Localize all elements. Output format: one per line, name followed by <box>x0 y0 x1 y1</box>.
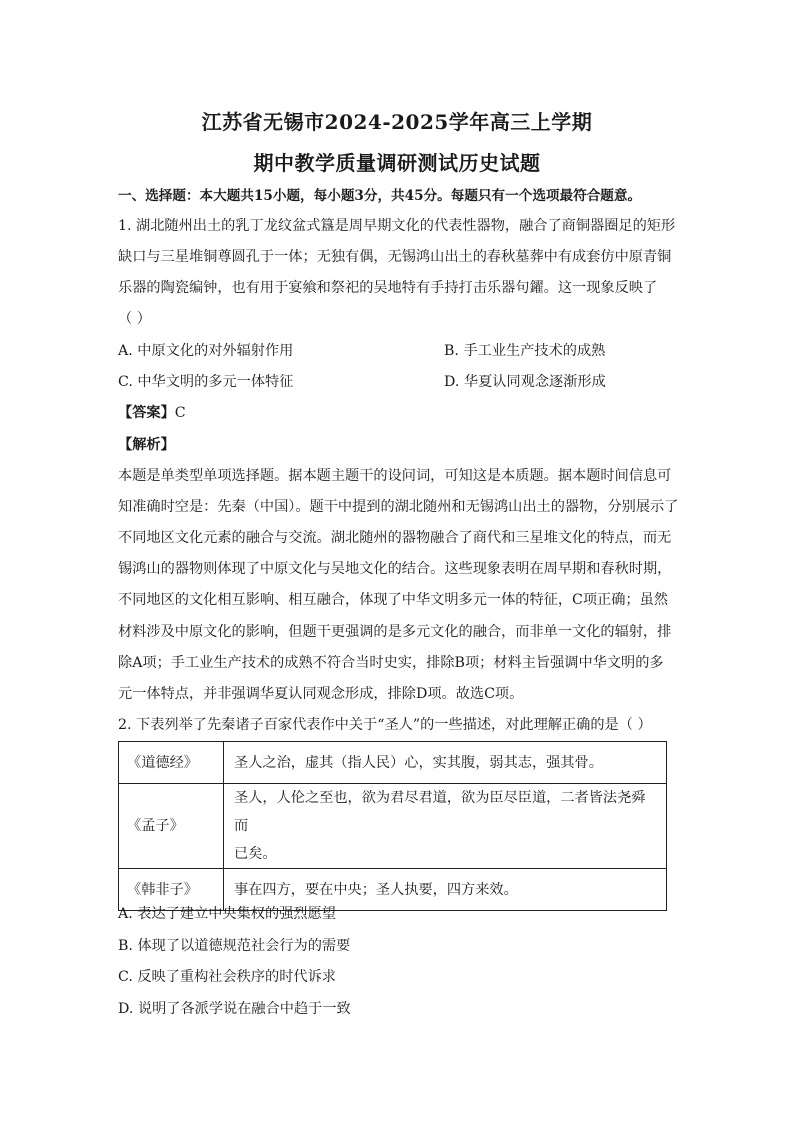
q1-stem-line-2: 缺口与三星堆铜尊圆孔于一体；无独有偶，无锡鸿山出土的春秋墓葬中有成套仿中原青铜 <box>118 249 672 265</box>
q2-option-a: A. 表达了建立中央集权的强烈愿望 <box>118 906 336 922</box>
q1-analysis-line-6: 材料涉及中原文化的影响，但题干更强调的是多元文化的融合，而非单一文化的辐射，排 <box>118 624 672 640</box>
section-header: 一、选择题：本大题共15小题，每小题3分，共45分。每题只有一个选项最符合题意。 <box>118 188 642 204</box>
table-cell-source: 《道德经》 <box>119 742 224 784</box>
table-cell-text-line: 圣人之治，虚其（指人民）心，实其腹，弱其志，强其骨。 <box>234 754 603 771</box>
q1-analysis-line-7: 除A项；手工业生产技术的成熟不符合当时史实，排除B项；材料主旨强调中华文明的多 <box>118 655 664 671</box>
q1-answer-value: C <box>174 405 186 421</box>
q1-analysis-label <box>118 435 678 455</box>
q1-analysis-line-2: 知准确时空是：先秦（中国）。题干中提到的湖北随州和无锡鸿山出土的器物，分别展示了 <box>118 499 679 515</box>
table-cell-text-line: 圣人，人伦之至也，欲为君尽君道，欲为臣尽臣道，二者皆法尧舜而 <box>234 790 646 834</box>
q1-option-b: B. 手工业生产技术的成熟 <box>444 343 606 359</box>
q1-analysis-line-8: 元一体特点，并非强调华夏认同观念形成，排除D项。故选C项。 <box>118 686 524 702</box>
q1-option-d: D. 华夏认同观念逐渐形成 <box>444 374 606 390</box>
table-row <box>119 742 667 784</box>
table-cell-source: 《韩非子》 <box>119 869 224 911</box>
q1-option-a: A. 中原文化的对外辐射作用 <box>118 343 294 359</box>
q2-quote-table <box>118 741 667 911</box>
table-cell-text-line: 事在四方，要在中央；圣人执要，四方来效。 <box>234 881 518 898</box>
q2-option-c: C. 反映了重构社会秩序的时代诉求 <box>118 969 336 985</box>
q2-stem: 2. 下表列举了先秦诸子百家代表作中关于“圣人”的一些描述，对此理解正确的是（ ） <box>118 717 652 733</box>
q1-answer-label: 【答案】 <box>118 405 175 421</box>
table-cell-text <box>224 784 667 869</box>
q1-analysis-line-4: 锡鸿山的器物则体现了中原文化与吴地文化的结合。这些现象表明在周早期和春秋时期， <box>118 561 672 577</box>
document-title-line2: 期中教学质量调研测试历史试题 <box>253 151 541 175</box>
q1-analysis-label-text: 【解析】 <box>118 437 175 453</box>
q1-stem-line-1: 1. 湖北随州出土的乳丁龙纹盆式簋是周早期文化的代表性器物，融合了商铜器圈足的矩形 <box>118 218 676 234</box>
q2-option-b: B. 体现了以道德规范社会行为的需要 <box>118 938 351 954</box>
table-cell-text <box>224 742 667 784</box>
q1-analysis-line-3: 不同地区文化元素的融合与交流。湖北随州的器物融合了商代和三星堆文化的特点，而无 <box>118 530 672 546</box>
table-row <box>119 784 667 869</box>
q1-stem-line-3: 乐器的陶瓷编钟，也有用于宴飨和祭祀的吴地特有手持打击乐器句鑃。这一现象反映了 <box>118 280 658 296</box>
table-cell-source: 《孟子》 <box>119 784 224 869</box>
q1-answer <box>118 403 678 423</box>
q1-option-c: C. 中华文明的多元一体特征 <box>118 374 294 390</box>
q1-analysis-line-5: 不同地区的文化相互影响、相互融合，体现了中华文明多元一体的特征，C项正确；虽然 <box>118 592 668 608</box>
q1-stem-line-4: （ ） <box>118 311 151 327</box>
q2-option-d: D. 说明了各派学说在融合中趋于一致 <box>118 1001 351 1017</box>
document-title-line1: 江苏省无锡市2024-2025学年高三上学期 <box>201 110 593 134</box>
q1-analysis-line-1: 本题是单类型单项选择题。据本题主题干的设问词，可知这是本质题。据本题时间信息可 <box>118 468 672 484</box>
table-cell-text-line: 已矣。 <box>234 846 277 862</box>
